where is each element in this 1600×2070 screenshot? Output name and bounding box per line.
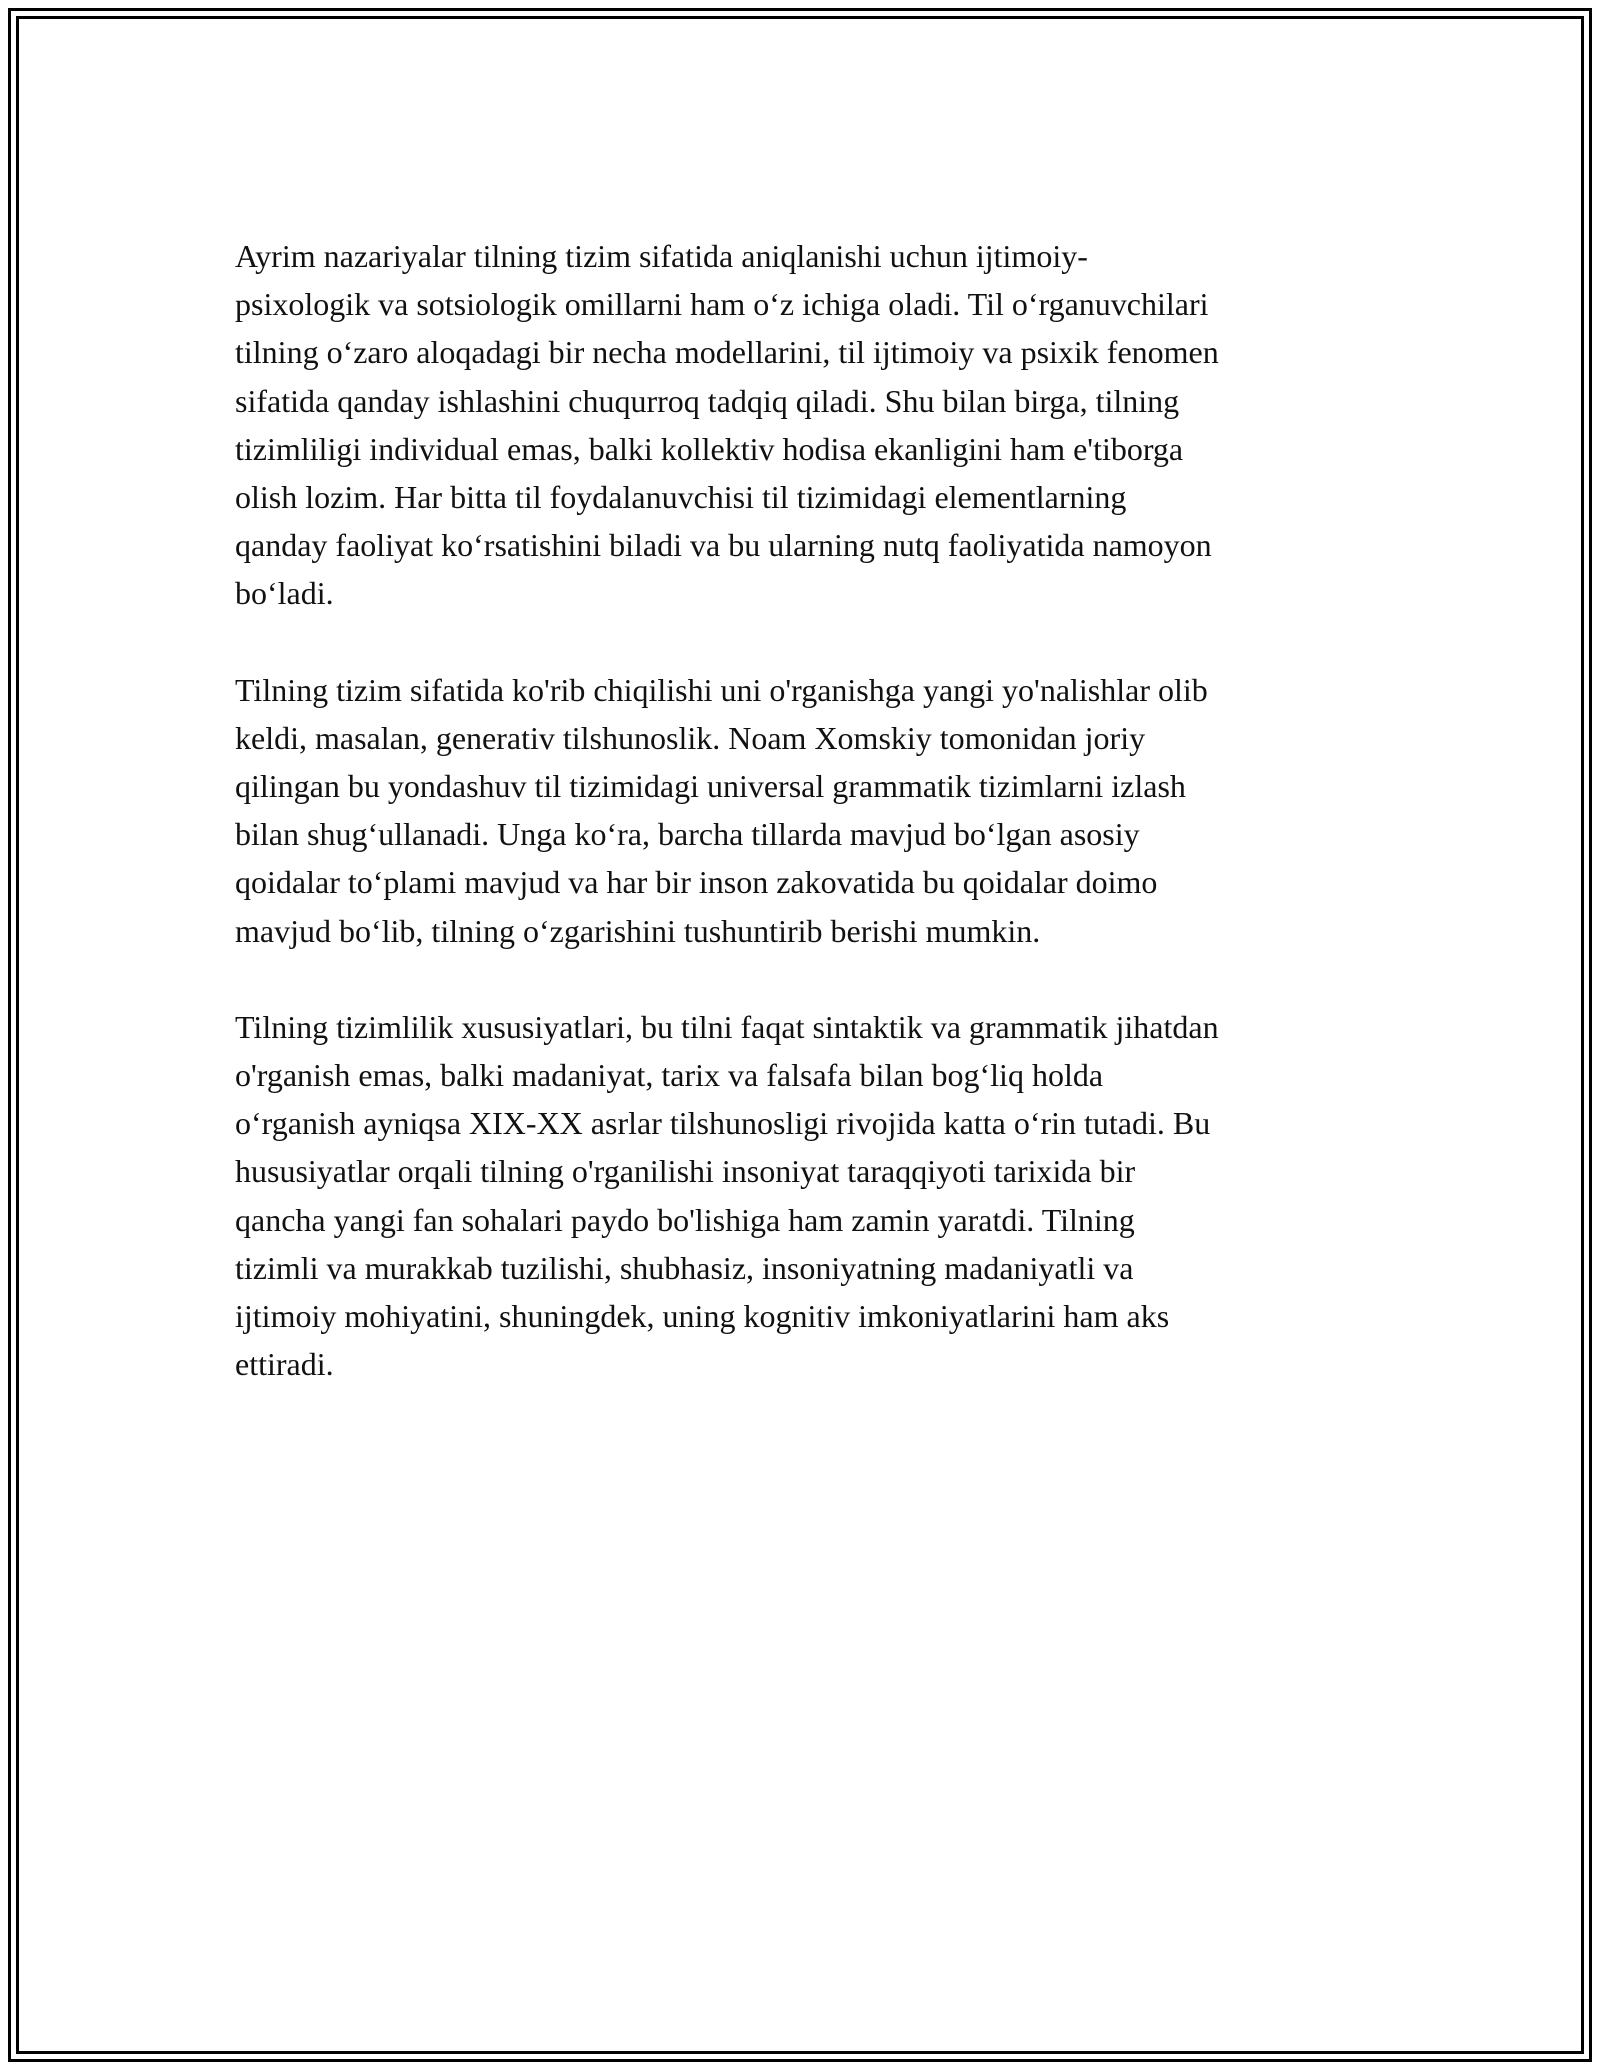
document-body: [235, 232, 1375, 1436]
paragraph-2: Tilning tizim sifatida ko'rib chiqilishi uni o'rganishga yangi yo'nalishlar olib keldi, masalan, generativ tilshunoslik. Noam Xomskiy tomonidan joriy qilingan bu yondashuv til tizimidagi universal grammatik tizimlarni izlash bilan shug‘ullanadi. Unga ko‘ra, barcha tillarda mavjud bo‘lgan asosiy qoidalar to‘plami mavjud va har bir inson zakovatida bu qoidalar doimo mavjud bo‘lib, tilning o‘zgarishini tushuntirib berishi mumkin.: [235, 671, 1208, 949]
paragraph-1: Ayrim nazariyalar tilning tizim sifatida aniqlanishi uchun ijtimoiy- psixologik va sotsiologik omillarni ham o‘z ichiga oladi. Til o‘rganuvchilari tilning o‘zaro aloqadagi bir necha modellarini, til ijtimoiy va psixik fenomen sifatida qanday ishlashini chuqurroq tadqiq qiladi. Shu bilan birga, tilning tizimliligi individual emas, balki kollektiv hodisa ekanligini ham e'tiborga olish lozim. Har bitta til foydalanuvchisi til tizimidagi elementlarning qanday faoliyat ko‘rsatishini biladi va bu ularning nutq faoliyatida namoyon bo‘ladi.: [235, 238, 1219, 612]
paragraph-3: Tilning tizimlilik xususiyatlari, bu tilni faqat sintaktik va grammatik jihatdan o'rganish emas, balki madaniyat, tarix va falsafa bilan bog‘liq holda o‘rganish ayniqsa XIX-XX asrlar tilshunosligi rivojida katta o‘rin tutadi. Bu hususiyatlar orqali tilning o'rganilishi insoniyat taraqqiyoti tarixida bir qancha yangi fan sohalari paydo bo'lishiga ham zamin yaratdi. Tilning tizimli va murakkab tuzilishi, shubhasiz, insoniyatning madaniyatli va ijtimoiy mohiyatini, shuningdek, uning kognitiv imkoniyatlarini ham aks ettiradi.: [235, 1008, 1219, 1383]
